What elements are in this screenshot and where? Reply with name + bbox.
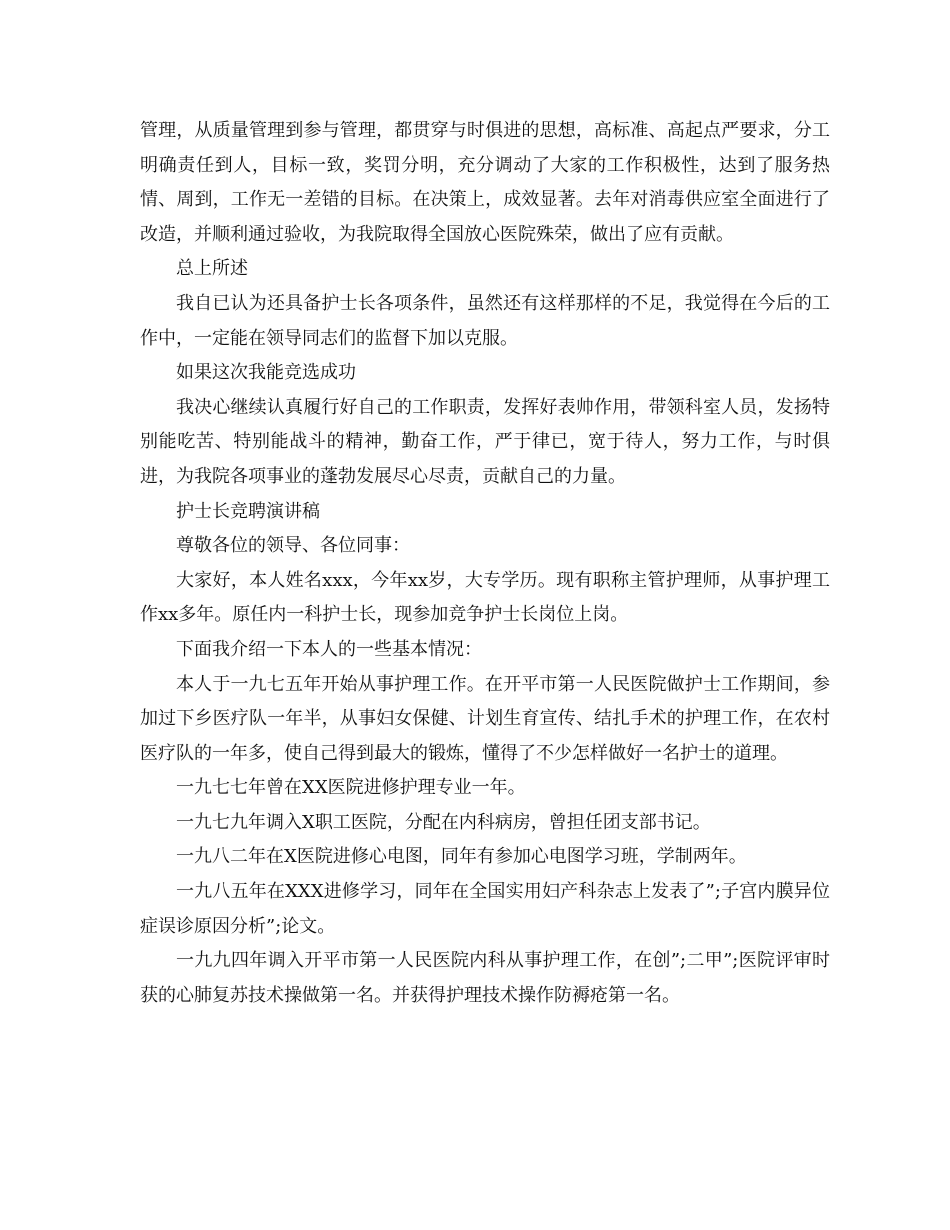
paragraph-1994: 一九九四年调入开平市第一人民医院内科从事护理工作，在创”;二甲”;医院评审时获的心肺复苏技术操做第一名。并获得护理技术操作防褥疮第一名。 <box>140 950 830 1006</box>
paragraph-introduction: 大家好，本人姓名xxx，今年xx岁，大专学历。现有职称主管护理师，从事护理工作xx多年。原任内一科护士长，现参加竞争护士长岗位上岗。 <box>140 569 830 626</box>
paragraph-1982: 一九八二年在X医院进修心电图，同年有参加心电图学习班，学制两年。 <box>176 846 747 868</box>
paragraph-commitment: 我决心继续认真履行好自己的工作职责，发挥好表帅作用，带领科室人员，发扬特别能吃苦、特别能战斗的精神，勤奋工作，严于律已，宽于待人，努力工作，与时俱进，为我院各项事业的蓬勃发展尽心尽责，贡献自己的力量。 <box>140 396 830 487</box>
paragraph-continuation: 管理，从质量管理到参与管理，都贯穿与时俱进的思想，高标准、高起点严要求，分工明确责任到人，目标一致，奖罚分明，充分调动了大家的工作积极性，达到了服务热情、周到，工作无一差错的目标。在决策上，成效显著。去年对消毒供应室全面进行了改造，并顺利通过验收，为我院取得全国放心医院殊荣，做出了应有贡献。 <box>140 120 830 245</box>
paragraph-background-intro: 下面我介绍一下本人的一些基本情况： <box>176 638 482 660</box>
paragraph-if-elected-heading: 如果这次我能竞选成功 <box>176 362 356 384</box>
paragraph-1979: 一九七九年调入X职工医院，分配在内科病房，曾担任团支部书记。 <box>176 811 711 833</box>
paragraph-career-start: 本人于一九七五年开始从事护理工作。在开平市第一人民医院做护士工作期间，参加过下乡医疗队一年半，从事妇女保健、计划生育宣传、结扎手术的护理工作，在农村医疗队的一年多，使自己得到最大的锻炼，懂得了不少怎样做好一名护士的道理。 <box>140 673 830 764</box>
paragraph-speech-title: 护士长竞聘演讲稿 <box>176 500 320 522</box>
paragraph-1985: 一九八五年在XXX进修学习，同年在全国实用妇产科杂志上发表了”;子宫内膜异位症误诊原因分析”;论文。 <box>140 881 830 937</box>
document-body <box>140 114 830 1013</box>
paragraph-summary-heading: 总上所述 <box>176 258 248 280</box>
paragraph-1977: 一九七七年曾在XX医院进修护理专业一年。 <box>176 777 526 799</box>
paragraph-greeting: 尊敬各位的领导、各位同事： <box>176 535 410 557</box>
paragraph-self-assessment: 我自已认为还具备护士长各项条件，虽然还有这样那样的不足，我觉得在今后的工作中，一定能在领导同志们的监督下加以克服。 <box>140 292 830 349</box>
